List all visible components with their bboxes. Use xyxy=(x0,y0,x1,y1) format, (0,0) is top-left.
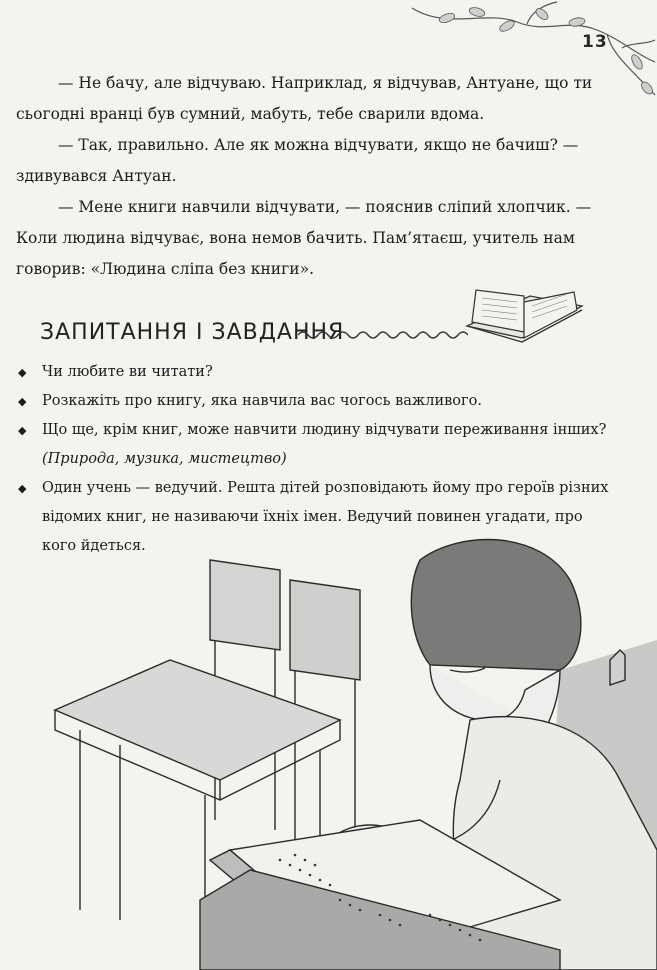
open-book-icon xyxy=(462,288,592,348)
list-item: ◆ Що ще, крім книг, може навчити людину відчувати переживання інших? (Природа, музика, мистецтво) xyxy=(14,416,614,474)
wave-divider xyxy=(298,328,468,342)
diamond-bullet-icon: ◆ xyxy=(18,395,27,408)
diamond-bullet-icon: ◆ xyxy=(18,482,27,495)
page-number: 13 xyxy=(582,32,608,52)
list-item: ◆ Розкажіть про книгу, яка навчила вас чогось важливого. xyxy=(14,387,614,416)
diamond-bullet-icon: ◆ xyxy=(18,424,27,437)
paragraph: — Так, правильно. Але як можна відчувати, якщо не бачиш? — здивувався Антуан. xyxy=(16,136,579,185)
story-text xyxy=(16,68,606,285)
list-item: ◆ Чи любите ви читати? xyxy=(14,358,614,387)
boy-reading-braille-illustration xyxy=(0,520,657,970)
diamond-bullet-icon: ◆ xyxy=(18,366,27,379)
section-heading: ЗАПИТАННЯ І ЗАВДАННЯ xyxy=(40,320,345,345)
list-item: ◆ Один учень — ведучий. Решта дітей розповідають йому про героїв різних відомих книг, не називаючи їхніх імен. Ведучий повинен угадати, про кого йдеться. xyxy=(14,474,614,561)
paragraph: — Не бачу, але відчуваю. Наприклад, я відчував, Антуане, що ти сьогодні вранці був сумний, мабуть, тебе сварили вдома. xyxy=(16,74,593,123)
paragraph: — Мене книги навчили відчувати, — пояснив сліпий хлопчик. — Коли людина відчуває, вона немов бачить. Пам’ятаєш, учитель нам говорив: «Людина сліпа без книги». xyxy=(16,198,592,278)
